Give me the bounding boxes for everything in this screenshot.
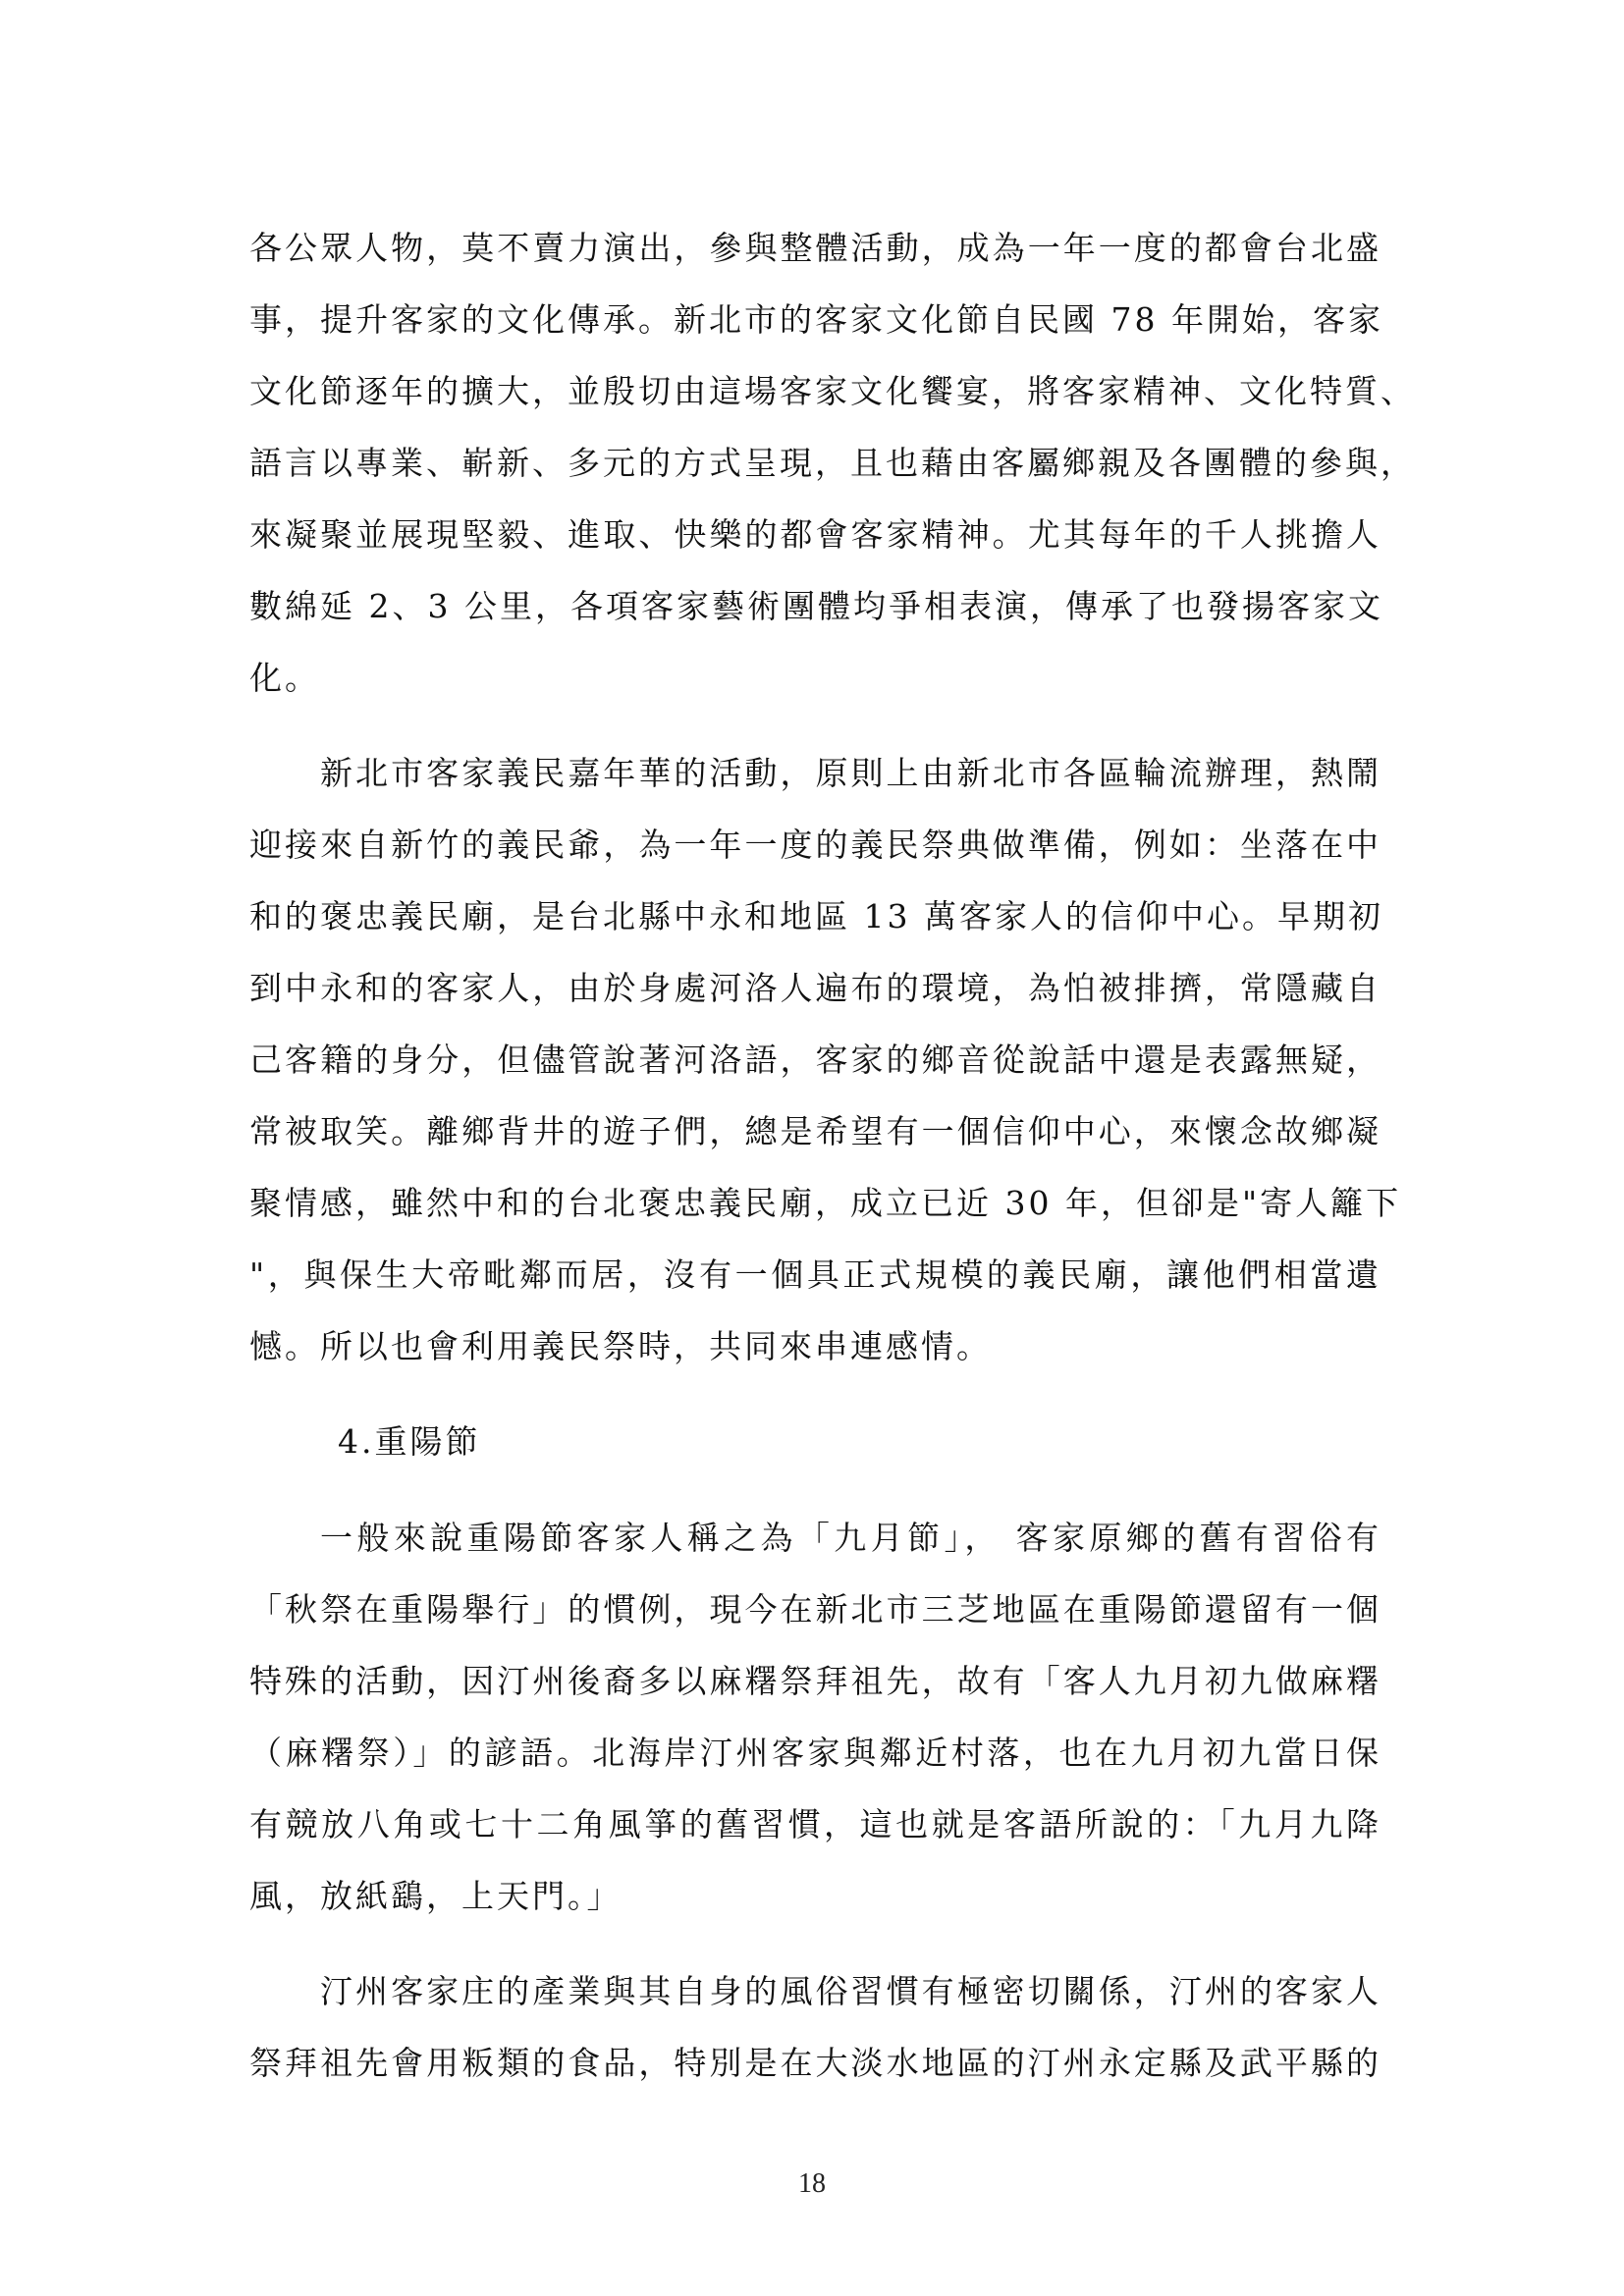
- text-line-content: 事，提升客家的文化傳承。新北市的客家文化節自民國 78 年開始，客家: [249, 300, 1383, 339]
- text-line: [0, 1310, 1624, 1383]
- text-line: [0, 1717, 1624, 1789]
- text-line: [0, 2027, 1624, 2100]
- text-line: [0, 1239, 1624, 1311]
- text-line: [0, 881, 1624, 953]
- section-heading-text: 4.重陽節: [338, 1422, 481, 1461]
- text-line-content: 數綿延 2、3 公里，各項客家藝術團體均爭相表演，傳承了也發揚客家文: [249, 587, 1383, 625]
- text-line-content: 語言以專業、嶄新、多元的方式呈現，且也藉由客屬鄉親及各團體的參與，: [249, 444, 1416, 482]
- text-line-content: 有競放八角或七十二角風箏的舊習慣，這也就是客語所說的：「九月九降: [249, 1805, 1381, 1843]
- text-line: [0, 1645, 1624, 1718]
- text-line: [0, 1789, 1624, 1861]
- text-line-content: 常被取笑。離鄉背井的遊子們，總是希望有一個信仰中心，來懷念故鄉凝: [249, 1112, 1381, 1150]
- text-line-content: 各公眾人物，莫不賣力演出，參與整體活動，成為一年一度的都會台北盛: [249, 229, 1381, 267]
- text-line: [0, 355, 1624, 428]
- text-line: [0, 570, 1624, 643]
- text-line: [0, 499, 1624, 571]
- text-line-content: 來凝聚並展現堅毅、進取、快樂的都會客家精神。尤其每年的千人挑擔人: [249, 515, 1381, 554]
- text-line: [0, 952, 1624, 1025]
- text-line: [0, 1095, 1624, 1168]
- text-line-content: 憾。所以也會利用義民祭時，共同來串連感情。: [249, 1327, 992, 1365]
- text-line: [0, 1167, 1624, 1240]
- text-line-content: 聚情感，雖然中和的台北褒忠義民廟，成立已近 30 年，但卻是"寄人籬下: [249, 1184, 1402, 1222]
- text-line-content: 祭拜祖先會用粄類的食品，特別是在大淡水地區的汀州永定縣及武平縣的: [249, 2044, 1381, 2082]
- text-line: [0, 1024, 1624, 1096]
- text-line-content: 到中永和的客家人，由於身處河洛人遍布的環境，為怕被排擠，常隱藏自: [249, 969, 1381, 1007]
- text-line-content: 己客籍的身分，但儘管說著河洛語，客家的鄉音從說話中還是表露無疑，: [249, 1041, 1381, 1079]
- text-line-content: 風，放紙鷂，上天門。」: [249, 1877, 623, 1915]
- text-line: [0, 427, 1624, 500]
- text-line: [0, 1955, 1624, 2028]
- text-line: [0, 284, 1624, 356]
- text-line: [0, 212, 1624, 285]
- text-line: [0, 737, 1624, 810]
- text-line: [0, 1574, 1624, 1646]
- text-line-content: 迎接來自新竹的義民爺，為一年一度的義民祭典做準備，例如：坐落在中: [249, 826, 1381, 864]
- text-line: [0, 642, 1624, 715]
- text-line-content: 「秋祭在重陽舉行」的慣例，現今在新北市三芝地區在重陽節還留有一個: [249, 1590, 1381, 1629]
- text-line-content: 特殊的活動，因汀州後裔多以麻糬祭拜祖先，故有「客人九月初九做麻糬: [249, 1662, 1381, 1700]
- text-line-content: 化。: [249, 659, 320, 697]
- text-line: [0, 1502, 1624, 1575]
- text-line-content: 汀州客家庄的產業與其自身的風俗習慣有極密切關係，汀州的客家人: [320, 1972, 1381, 2010]
- text-line-content: 一般來說重陽節客家人稱之為「九月節」， 客家原鄉的舊有習俗有: [320, 1519, 1381, 1557]
- text-line: [0, 1860, 1624, 1933]
- text-line-content: "，與保生大帝毗鄰而居，沒有一個具正式規模的義民廟，讓他們相當遺: [249, 1255, 1381, 1294]
- text-line-content: 和的褒忠義民廟，是台北縣中永和地區 13 萬客家人的信仰中心。早期初: [249, 897, 1383, 935]
- text-line: [0, 809, 1624, 881]
- text-line-content: 新北市客家義民嘉年華的活動，原則上由新北市各區輪流辦理，熱鬧: [320, 754, 1381, 792]
- text-line: [0, 1406, 1624, 1478]
- page-number: 18: [798, 2168, 826, 2199]
- text-line-content: （麻糬祭）」的諺語。北海岸汀州客家與鄰近村落，也在九月初九當日保: [249, 1734, 1381, 1772]
- text-line-content: 文化節逐年的擴大，並殷切由這場客家文化饗宴，將客家精神、文化特質、: [249, 372, 1416, 410]
